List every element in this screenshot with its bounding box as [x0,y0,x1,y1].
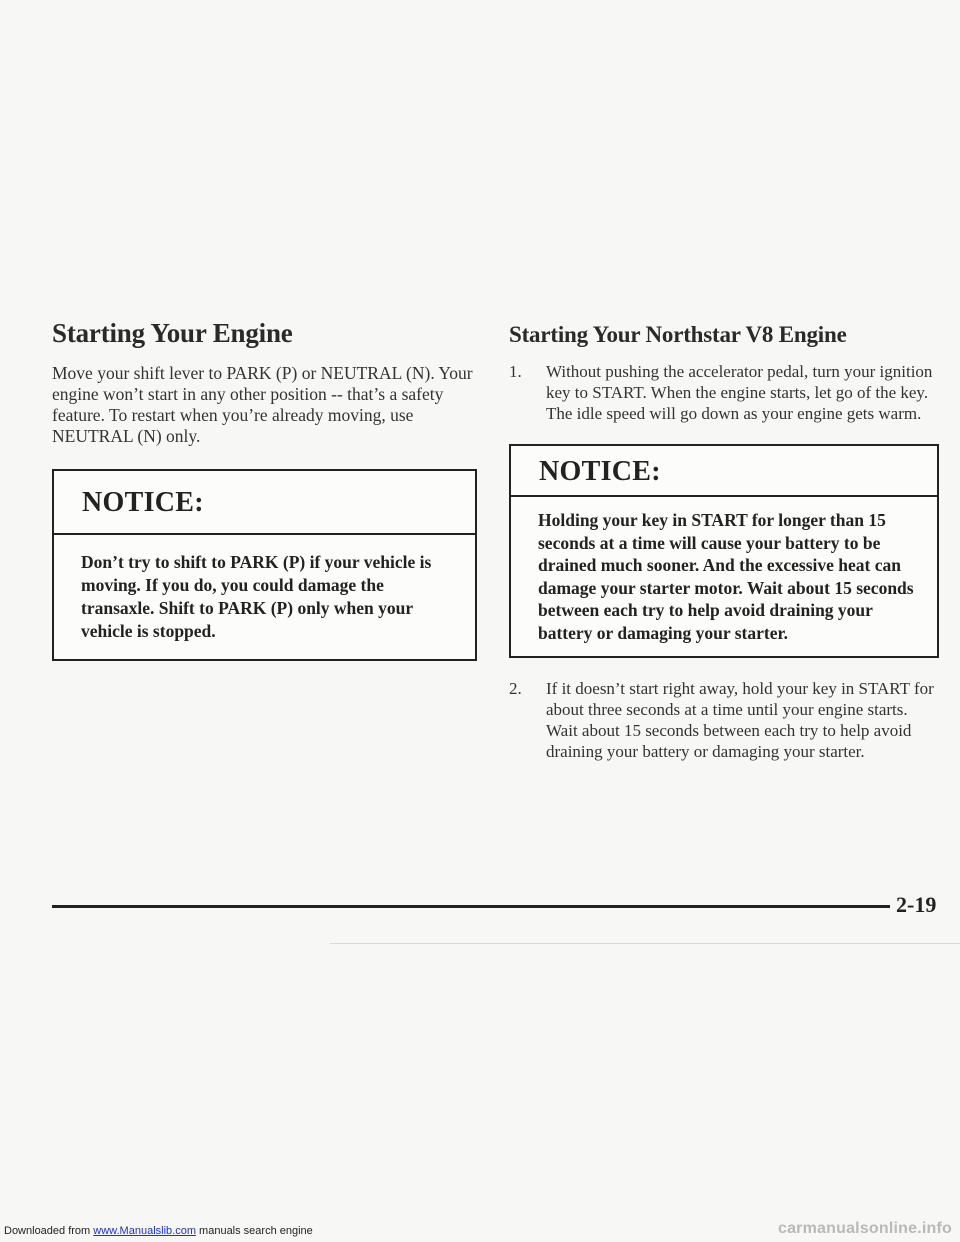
starting-engine-paragraph: Move your shift lever to PARK (P) or NEUTRAL (N). Your engine won’t start in any other position -- that’s a safety feature. To restart when you’re already moving, use NEUTRAL (N) only. [52,363,473,446]
page-rule [52,905,890,908]
watermark: carmanualsonline.info [777,1220,952,1237]
step-number: 2. [509,679,522,698]
steps-list-1 [509,361,939,424]
step-text: Without pushing the accelerator pedal, turn your ignition key to START. When the engine starts, let go of the key. The idle speed will go down as your engine gets warm. [546,362,933,423]
notice-box-shift [52,469,477,661]
section-title-starting-engine: Starting Your Engine [52,318,293,348]
left-column [52,318,477,661]
step-text: If it doesn’t start right away, hold your key in START for about three seconds at a time until your engine starts. Wait about 15 seconds between each try to help avoid draining your battery or damaging your starter. [546,679,934,761]
right-column [509,318,939,762]
footer-prefix: Downloaded from [4,1225,91,1237]
section-title-northstar: Starting Your Northstar V8 Engine [509,322,847,347]
steps-list-2 [509,678,939,762]
notice-heading: NOTICE: [511,446,937,497]
step-number: 1. [509,362,522,381]
scan-artifact-line [330,943,960,944]
download-footer [4,1225,313,1237]
notice-text: Don’t try to shift to PARK (P) if your vehicle is moving. If you do, you could damage the transaxle. Shift to PARK (P) only when your vehicle is stopped. [81,552,432,641]
manualslib-link[interactable]: www.Manualslib.com [93,1225,196,1237]
step-item [509,361,939,424]
notice-box-key [509,444,939,658]
step-item [509,678,939,762]
notice-heading: NOTICE: [54,471,475,535]
page-number: 2-19 [896,892,937,917]
notice-text: Holding your key in START for longer than 15 seconds at a time will cause your battery to be drained much sooner. And the excessive heat can damage your starter motor. Wait about 15 seconds between each try to help avoid draining your battery or damaging your starter. [538,510,914,643]
footer-suffix: manuals search engine [199,1225,313,1237]
